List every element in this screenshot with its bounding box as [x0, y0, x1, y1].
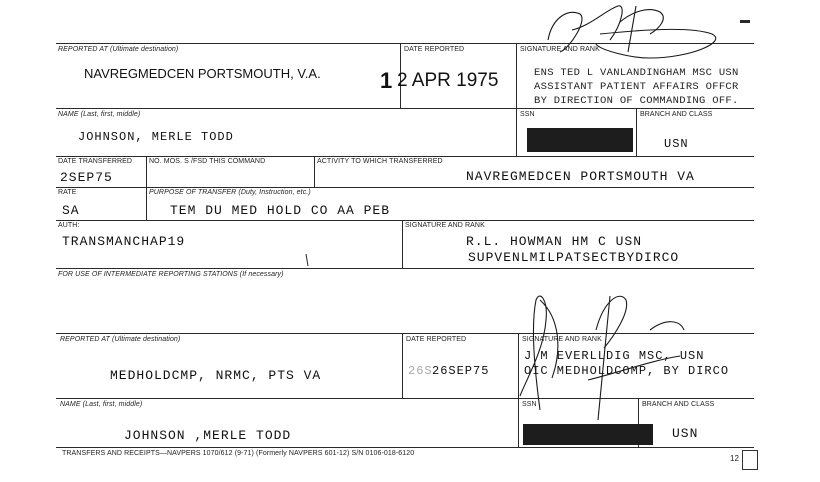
mos-label: NO. MOS. S /FSD THIS COMMAND	[149, 158, 266, 165]
date-transferred-value: 2SEP75	[60, 170, 113, 185]
ssn-label: SSN	[522, 401, 537, 408]
date-reported-value: 2 APR 1975	[397, 70, 499, 91]
upper-signature	[548, 6, 716, 58]
reported-at-value: MEDHOLDCMP, NRMC, PTS VA	[110, 368, 322, 383]
signature-label: SIGNATURE AND RANK	[522, 336, 602, 343]
name-label: NAME (Last, first, middle)	[60, 401, 143, 408]
activity-value: NAVREGMEDCEN PORTSMOUTH VA	[466, 169, 695, 184]
form-title: TRANSFERS AND RECEIPTS—NAVPERS 1070/612 (9-71) (Formerly NAVPERS 601-12) S/N 0106-018-6120	[62, 450, 415, 457]
signature-label: SIGNATURE AND RANK	[520, 46, 600, 53]
reported-at-label: REPORTED AT (Ultimate destination)	[60, 336, 181, 343]
date-reported-day: 1	[380, 68, 393, 93]
name-value: JOHNSON ,MERLE TODD	[124, 428, 292, 443]
date-reported-value: 26SEP75	[432, 364, 490, 378]
purpose-value: TEM DU MED HOLD CO AA PEB	[170, 203, 391, 218]
date-transferred-label: DATE TRANSFERRED	[58, 158, 133, 165]
purpose-label: PURPOSE OF TRANSFER (Duty, Instruction, etc.)	[149, 189, 311, 196]
signature-line-2: SUPVENLMILPATSECTBYDIRCO	[468, 250, 680, 265]
reported-at-value: NAVREGMEDCEN PORTSMOUTH, V.A.	[84, 66, 321, 81]
signature-label: SIGNATURE AND RANK	[405, 222, 485, 229]
stamp-line-2: ASSISTANT PATIENT AFFAIRS OFFCR	[534, 81, 739, 93]
branch-value: USN	[664, 137, 689, 151]
date-reported-overstrike: 26S	[408, 364, 433, 378]
name-label: NAME (Last, first, middle)	[58, 111, 141, 118]
auth-label: AUTH:	[58, 222, 80, 229]
signature-line-2: OIC MEDHOLDCOMP, BY DIRCO	[524, 364, 730, 378]
stamp-line-3: BY DIRECTION OF COMMANDING OFF.	[534, 95, 739, 107]
reported-at-label: REPORTED AT (Ultimate destination)	[58, 46, 179, 53]
activity-label: ACTIVITY TO WHICH TRANSFERRED	[317, 158, 443, 165]
stray-mark	[306, 254, 308, 266]
branch-label: BRANCH AND CLASS	[642, 401, 715, 408]
rate-label: RATE	[58, 189, 77, 196]
date-reported-label: DATE REPORTED	[404, 46, 465, 53]
branch-label: BRANCH AND CLASS	[640, 111, 713, 118]
page-number: 12	[730, 454, 740, 463]
lower-signature	[520, 296, 684, 420]
date-reported-label: DATE REPORTED	[406, 336, 467, 343]
stamp-line-1: ENS TED L VANLANDINGHAM MSC USN	[534, 67, 739, 79]
signature-line-1: R.L. HOWMAN HM C USN	[466, 234, 643, 249]
branch-value: USN	[672, 426, 699, 441]
name-value: JOHNSON, MERLE TODD	[78, 130, 234, 144]
stray-mark	[740, 20, 750, 23]
intermediate-label: FOR USE OF INTERMEDIATE REPORTING STATIONS (If necessary)	[58, 271, 284, 278]
ssn-label: SSN	[520, 111, 535, 118]
auth-value: TRANSMANCHAP19	[62, 234, 186, 249]
rate-value: SA	[62, 203, 80, 218]
signature-line-1: J M EVERLLDIG MSC, USN	[524, 349, 705, 363]
